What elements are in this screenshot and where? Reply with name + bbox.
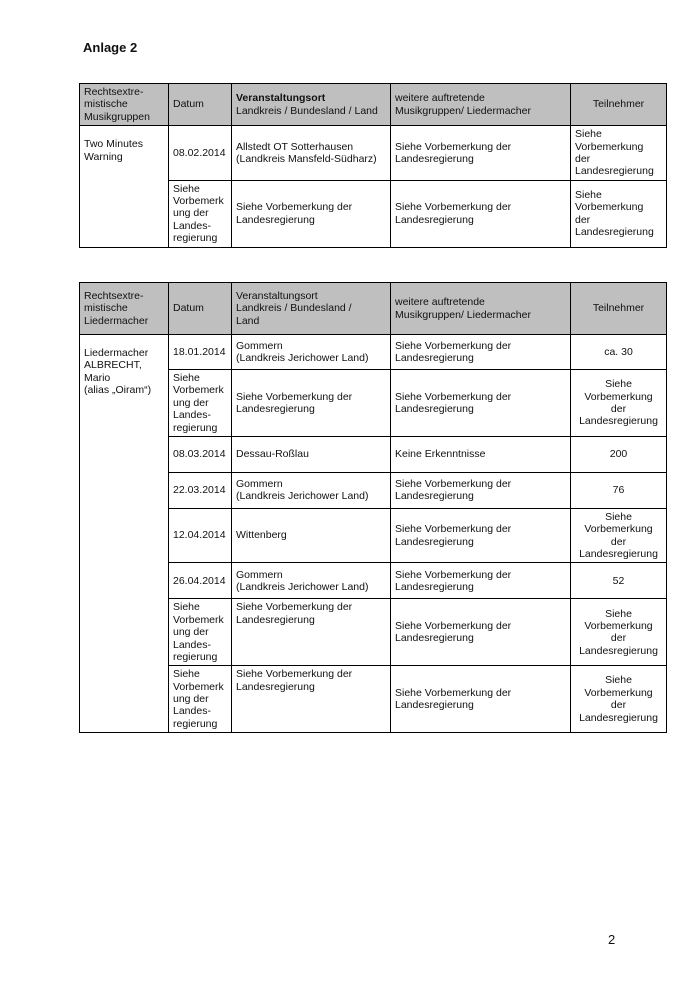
cell-datum: Siehe Vorbemerk ung der Landes- regierung: [169, 370, 232, 437]
cell-ort: Dessau-Roßlau: [232, 436, 391, 472]
header-group: Rechtsextre- mistische Musikgruppen: [80, 84, 169, 126]
cell-datum: 08.03.2014: [169, 436, 232, 472]
group-name: Two Minutes Warning: [80, 126, 169, 247]
cell-weitere: Siehe Vorbemerkung der Landesregierung: [391, 335, 571, 370]
cell-datum: 18.01.2014: [169, 335, 232, 370]
cell-teilnehmer: 52: [571, 563, 667, 599]
header-teilnehmer: Teilnehmer: [571, 84, 667, 126]
cell-weitere: Siehe Vorbemerkung der Landesregierung: [391, 563, 571, 599]
table-header-row: [80, 84, 667, 126]
table-row: [80, 508, 667, 563]
cell-teilnehmer: Siehe Vorbemerkung der Landesregierung: [571, 508, 667, 563]
header-datum: Datum: [169, 84, 232, 126]
header-veranstaltungsort: Veranstaltungsort Landkreis / Bundesland / Land: [232, 283, 391, 335]
cell-weitere: Siehe Vorbemerkung der Landesregierung: [391, 180, 571, 247]
cell-weitere: Keine Erkenntnisse: [391, 436, 571, 472]
cell-weitere: Siehe Vorbemerkung der Landesregierung: [391, 508, 571, 563]
cell-weitere: Siehe Vorbemerkung der Landesregierung: [391, 472, 571, 508]
header-datum: Datum: [169, 283, 232, 335]
table-row: [80, 436, 667, 472]
cell-datum: Siehe Vorbemerk ung der Landes- regierung: [169, 180, 232, 247]
cell-datum: Siehe Vorbemerk ung der Landes- regierung: [169, 599, 232, 666]
cell-datum: 12.04.2014: [169, 508, 232, 563]
musikgruppen-table: [79, 83, 667, 248]
cell-teilnehmer: Siehe Vorbemerkung der Landesregierung: [571, 370, 667, 437]
cell-datum: 22.03.2014: [169, 472, 232, 508]
page-title: Anlage 2: [83, 40, 138, 55]
cell-datum: 26.04.2014: [169, 563, 232, 599]
cell-ort: Gommern (Landkreis Jerichower Land): [232, 335, 391, 370]
cell-ort: Gommern (Landkreis Jerichower Land): [232, 472, 391, 508]
cell-teilnehmer: ca. 30: [571, 335, 667, 370]
cell-ort: Siehe Vorbemerkung der Landesregierung: [232, 666, 391, 733]
header-weitere: weitere auftretende Musikgruppen/ Liedermacher: [391, 84, 571, 126]
cell-weitere: Siehe Vorbemerkung der Landesregierung: [391, 126, 571, 181]
cell-teilnehmer: Siehe Vorbemerkung der Landesregierung: [571, 126, 667, 181]
header-veranstaltungsort: [232, 84, 391, 126]
cell-teilnehmer: Siehe Vorbemerkung der Landesregierung: [571, 666, 667, 733]
cell-teilnehmer: Siehe Vorbemerkung der Landesregierung: [571, 599, 667, 666]
table-row: [80, 666, 667, 733]
table-header-row: [80, 283, 667, 335]
cell-teilnehmer: 76: [571, 472, 667, 508]
cell-datum: 08.02.2014: [169, 126, 232, 181]
cell-ort: Siehe Vorbemerkung der Landesregierung: [232, 599, 391, 666]
table-row: [80, 472, 667, 508]
cell-ort: Gommern (Landkreis Jerichower Land): [232, 563, 391, 599]
cell-ort: Siehe Vorbemerkung der Landesregierung: [232, 180, 391, 247]
liedermacher-table: [79, 282, 667, 733]
cell-ort: Allstedt OT Sotterhausen (Landkreis Mansfeld-Südharz): [232, 126, 391, 181]
table-row: [80, 126, 667, 181]
header-ort-subtitle: Landkreis / Bundesland / Land: [236, 104, 378, 117]
cell-weitere: Siehe Vorbemerkung der Landesregierung: [391, 666, 571, 733]
header-teilnehmer: Teilnehmer: [571, 283, 667, 335]
cell-datum: Siehe Vorbemerk ung der Landes- regierung: [169, 666, 232, 733]
header-ort-title: Veranstaltungsort: [236, 92, 326, 105]
header-weitere: weitere auftretende Musikgruppen/ Liedermacher: [391, 283, 571, 335]
header-group: Rechtsextre- mistische Liedermacher: [80, 283, 169, 335]
table-row: [80, 335, 667, 370]
cell-ort: Wittenberg: [232, 508, 391, 563]
group-name: Liedermacher ALBRECHT, Mario (alias „Oiram“): [80, 335, 169, 733]
table-row: [80, 563, 667, 599]
page-number: 2: [608, 932, 616, 947]
table-row: [80, 370, 667, 437]
cell-weitere: Siehe Vorbemerkung der Landesregierung: [391, 599, 571, 666]
table-row: [80, 599, 667, 666]
cell-ort: Siehe Vorbemerkung der Landesregierung: [232, 370, 391, 437]
table-row: [80, 180, 667, 247]
cell-teilnehmer: Siehe Vorbemerkung der Landesregierung: [571, 180, 667, 247]
cell-teilnehmer: 200: [571, 436, 667, 472]
cell-weitere: Siehe Vorbemerkung der Landesregierung: [391, 370, 571, 437]
